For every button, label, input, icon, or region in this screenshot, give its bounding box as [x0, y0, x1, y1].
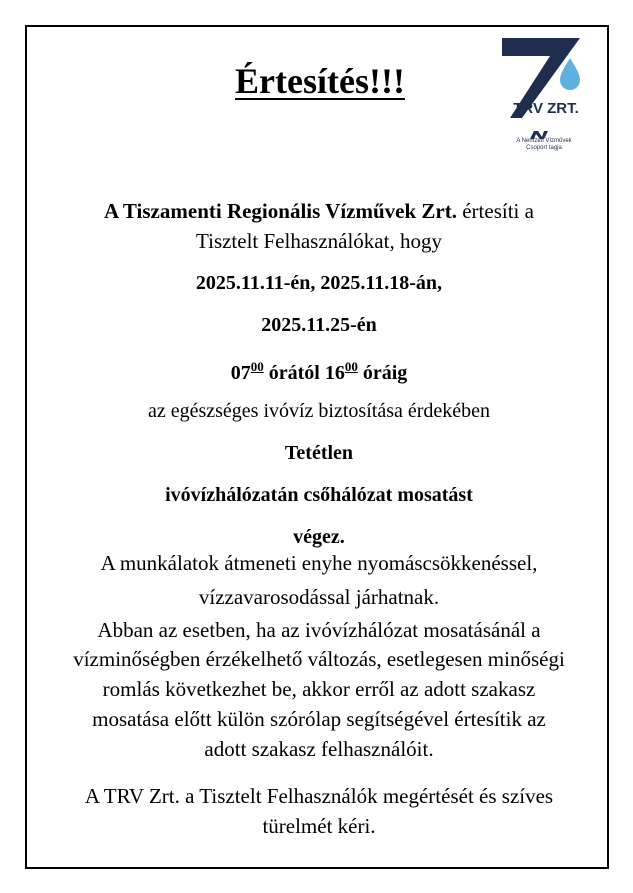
- purpose-line: az egészséges ivóvíz biztosítása érdekében: [147, 400, 491, 422]
- body-line-3: Abban az esetben, ha az ivóvízhálózat mosatásánál a: [97, 618, 541, 642]
- end-hour: 16: [324, 362, 345, 384]
- time-to: óráig: [357, 362, 408, 384]
- closing-line-2: türelmét kéri.: [262, 814, 376, 838]
- time-from: órától: [263, 362, 325, 384]
- body-line-2: vízzavarosodással járhatnak.: [198, 585, 440, 609]
- body-line-6: mosatása előtt külön szórólap segítségével értesítik az: [92, 707, 546, 731]
- logo-subline-1: A Nemzeti Vízművek: [516, 138, 572, 144]
- action-line-1: Tetétlen: [284, 442, 354, 464]
- water-drop-icon: [560, 58, 580, 90]
- dates-line-2: 2025.11.25-én: [261, 314, 377, 336]
- action-line-3: végez.: [293, 526, 345, 548]
- company-name: A Tiszamenti Regionális Vízművek Zrt.: [104, 199, 457, 223]
- time-range: [0, 354, 633, 386]
- intro-line-1: [0, 198, 633, 224]
- logo-brand: TRV ZRT.: [513, 100, 579, 117]
- action-line-2: ivóvízhálózatán csőhálózat mosatást: [165, 484, 473, 506]
- closing-line-1: A TRV Zrt. a Tisztelt Felhasználók megértését és szíves: [84, 784, 554, 808]
- body-line-7: adott szakasz felhasználóit.: [204, 737, 434, 761]
- intro-rest: értesíti a: [456, 199, 534, 223]
- body-line-5: romlás következhet be, akkor erről az adott szakasz: [102, 677, 536, 701]
- start-hour: 07: [230, 362, 251, 384]
- start-minute: 00: [250, 359, 264, 374]
- body-line-4: vízminőségben érzékelhető változás, esetlegesen minőségi: [73, 647, 565, 671]
- end-minute: 00: [344, 359, 358, 374]
- dates-line-1: 2025.11.11-én, 2025.11.18-án,: [195, 272, 443, 294]
- body-line-1: A munkálatok átmeneti enyhe nyomáscsökkenéssel,: [100, 551, 538, 575]
- logo-subline-2: Csoport tagja: [526, 145, 562, 151]
- intro-line-2: Tisztelt Felhasználókat, hogy: [196, 229, 442, 253]
- notice-title: Értesítés!!!: [235, 61, 405, 101]
